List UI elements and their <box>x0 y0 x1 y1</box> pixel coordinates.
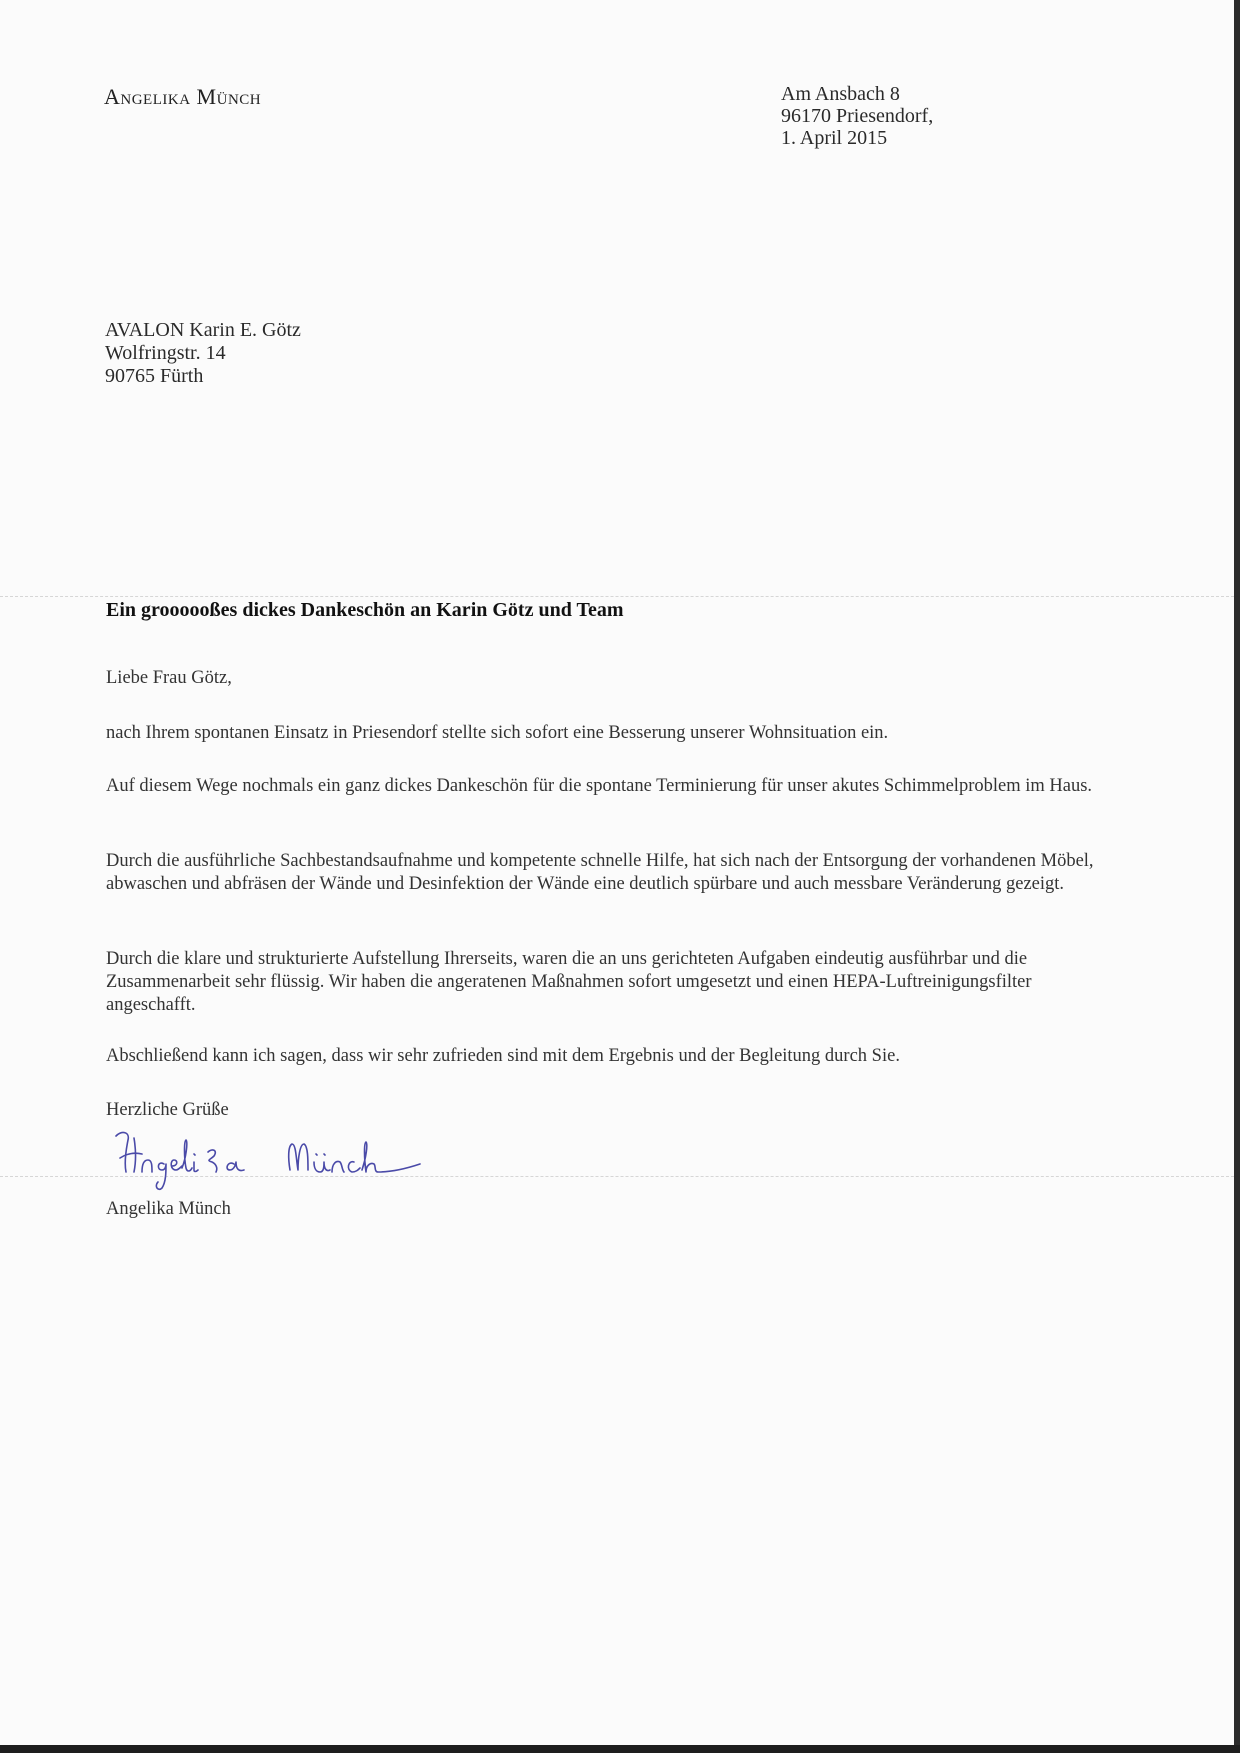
handwritten-signature <box>112 1128 452 1198</box>
sender-last-name: Münch <box>196 84 262 109</box>
recipient-line-2: Wolfringstr. 14 <box>105 342 226 364</box>
paragraph: Durch die klare und strukturierte Aufstellung Ihrerseits, waren die an uns gerichteten Aufgaben eindeutig ausführbar und die Zusammenarbeit sehr flüssig. Wir haben die angeratenen Maßnahmen sofort umgesetzt und einen HEPA-Luftreinigungsfilter angeschafft. <box>106 949 1032 1015</box>
letter-subject: Ein groooooßes dickes Dankeschön an Karin Götz und Team <box>106 599 624 621</box>
signed-name: Angelika Münch <box>106 1199 231 1219</box>
closing: Herzliche Grüße <box>106 1100 229 1120</box>
paper-fold-line <box>0 596 1234 597</box>
sender-address <box>781 83 933 149</box>
paragraph: Abschließend kann ich sagen, dass wir sehr zufrieden sind mit dem Ergebnis und der Begleitung durch Sie. <box>106 1046 900 1066</box>
scan-edge-bottom <box>0 1745 1240 1753</box>
paragraph: Auf diesem Wege nochmals ein ganz dickes Dankeschön für die spontane Terminierung für unser akutes Schimmelproblem im Haus. <box>106 776 1093 796</box>
sender-name <box>104 84 261 110</box>
letter-date: 1. April 2015 <box>781 127 888 149</box>
paragraph: nach Ihrem spontanen Einsatz in Priesendorf stellte sich sofort eine Besserung unserer Wohnsituation ein. <box>106 723 889 743</box>
recipient-line-1: AVALON Karin E. Götz <box>105 319 301 341</box>
salutation: Liebe Frau Götz, <box>106 668 232 688</box>
scan-edge-right <box>1234 0 1240 1753</box>
paragraph: Durch die ausführliche Sachbestandsaufnahme und kompetente schnelle Hilfe, hat sich nach der Entsorgung der vorhandenen Möbel, abwaschen und abfräsen der Wände und Desinfektion der Wände eine deutlich spürbare und auch messbare Veränderung gezeigt. <box>106 851 1094 894</box>
sender-street: Am Ansbach 8 <box>781 83 900 105</box>
recipient-line-3: 90765 Fürth <box>105 365 204 387</box>
sender-first-name: Angelika <box>104 84 191 109</box>
sender-city: 96170 Priesendorf, <box>781 105 934 127</box>
recipient-address <box>105 319 301 388</box>
